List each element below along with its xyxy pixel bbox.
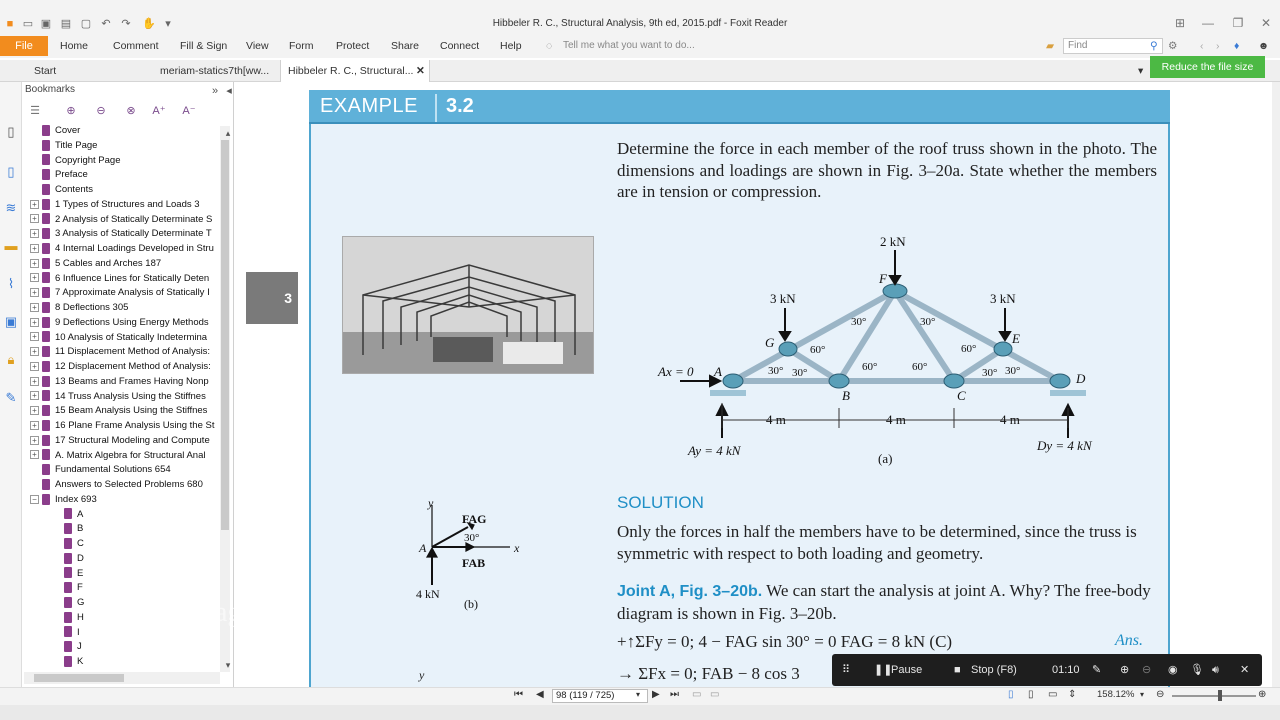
- bookmark-label: Copyright Page: [55, 154, 121, 166]
- bookmark-item[interactable]: [30, 404, 220, 418]
- bookmark-icon: [42, 140, 50, 151]
- bookmark-item[interactable]: [30, 434, 220, 448]
- joint-d-label: D: [1076, 371, 1086, 386]
- bookmark-label: Title Page: [55, 139, 98, 151]
- bookmark-label: Contents: [55, 184, 94, 195]
- zoom-out-button[interactable]: ⊖: [1156, 689, 1165, 700]
- ax-label: Ax = 0: [658, 364, 694, 379]
- stray-y-label: y: [419, 668, 425, 682]
- zoom-slider-thumb[interactable]: [1218, 690, 1222, 701]
- bookmark-label: Index 693: [55, 493, 97, 505]
- tab-start[interactable]: Start: [34, 65, 57, 77]
- document-scrollbar[interactable]: [1272, 82, 1280, 687]
- tab-list-chevron-icon[interactable]: ▾: [1138, 65, 1144, 77]
- joint-a-text: We can start the analysis at joint A. Why? The free-body diagram is shown in Fig. 3–20b.: [617, 581, 1151, 623]
- bookmark-options-icon[interactable]: ☰: [30, 105, 40, 117]
- expand-toggle-icon[interactable]: +: [30, 288, 39, 297]
- customize-toolbar-icon[interactable]: ▾: [165, 18, 171, 30]
- angle-label: 60°: [961, 343, 977, 355]
- zoom-dropdown-icon[interactable]: ▾: [1140, 690, 1145, 699]
- bookmark-icon: [42, 199, 50, 210]
- angle-label: 60°: [862, 361, 878, 373]
- bookmark-item[interactable]: [30, 463, 220, 477]
- expand-toggle-icon[interactable]: [52, 509, 61, 518]
- bookmark-label: K: [77, 656, 84, 667]
- expand-toggle-icon[interactable]: +: [30, 200, 39, 209]
- bookmark-label: 1 Types of Structures and Loads 3: [55, 198, 200, 210]
- bookmark-item[interactable]: [30, 183, 220, 197]
- bookmark-label: 6 Influence Lines for Statically Deten: [55, 272, 210, 284]
- joint-a-label: A: [714, 364, 722, 379]
- bookmark-item[interactable]: [30, 198, 220, 212]
- angle-label: 30°: [851, 316, 867, 328]
- menu-home[interactable]: Home: [60, 40, 89, 52]
- bookmark-item[interactable]: [52, 581, 212, 595]
- expand-toggle-icon[interactable]: +: [30, 273, 39, 282]
- expand-toggle-icon[interactable]: [52, 568, 61, 577]
- reduce-text-icon[interactable]: A⁻: [182, 105, 196, 117]
- bookmark-label: 15 Beam Analysis Using the Stiffnes: [55, 405, 208, 417]
- bookmark-label: 10 Analysis of Statically Indetermina: [55, 331, 208, 343]
- bookmark-icon: [42, 376, 50, 387]
- angle-label: 30°: [1005, 365, 1021, 377]
- bookmark-label: 13 Beams and Frames Having Nonp: [55, 375, 209, 387]
- collapse-bookmark-icon[interactable]: ⊖: [96, 105, 106, 117]
- bookmark-item[interactable]: [30, 345, 220, 359]
- problem-statement: Determine the force in each member of the roof truss shown in the photo. The dimensions and loadings are shown in Fig. 3–20a. State whether the members are in tension or compression.: [617, 139, 1157, 201]
- menu-comment[interactable]: Comment: [113, 40, 159, 52]
- bookmark-icon: [42, 184, 50, 195]
- zoom-level[interactable]: 158.12%: [1097, 689, 1135, 700]
- angle-label: 30°: [982, 367, 998, 379]
- bookmark-label: 12 Displacement Method of Analysis:: [55, 361, 211, 372]
- first-page-icon[interactable]: ⏮: [514, 689, 523, 700]
- bottom-strip: [0, 705, 1280, 720]
- close-recorder-icon[interactable]: ✕: [1240, 664, 1250, 676]
- bookmark-item[interactable]: [30, 390, 220, 404]
- camera-icon[interactable]: ◉: [1168, 664, 1178, 676]
- find-input[interactable]: Find: [1063, 38, 1163, 54]
- example-label: EXAMPLE: [320, 95, 418, 117]
- bookmark-item[interactable]: [52, 655, 212, 669]
- bookmark-item[interactable]: [52, 567, 212, 581]
- gear-icon[interactable]: ⚙: [1168, 40, 1178, 52]
- bookmark-item[interactable]: [30, 375, 220, 389]
- bookmark-item[interactable]: [30, 154, 220, 168]
- bookmark-label: 9 Deflections Using Energy Methods: [55, 316, 209, 328]
- bookmark-icon: [64, 538, 72, 549]
- bookmark-label: Answers to Selected Problems 680: [55, 479, 203, 490]
- expand-toggle-icon[interactable]: [52, 642, 61, 651]
- angle-label: 60°: [912, 361, 928, 373]
- close-tab-icon[interactable]: ✕: [416, 65, 425, 77]
- bookmark-icon: [64, 612, 72, 623]
- bookmark-label: H: [77, 611, 84, 623]
- save-icon[interactable]: ▣: [40, 18, 52, 30]
- bookmark-icon: [42, 479, 50, 490]
- fbd-a-label: A: [419, 541, 427, 555]
- bookmarks-panel-icon[interactable]: ▯: [7, 124, 15, 139]
- bookmark-label: 3 Analysis of Statically Determinate T: [55, 228, 212, 240]
- expand-toggle-icon[interactable]: −: [30, 495, 39, 504]
- menu-fill-sign[interactable]: Fill & Sign: [180, 40, 228, 52]
- expand-toggle-icon[interactable]: [52, 613, 61, 622]
- expand-toggle-icon[interactable]: [30, 480, 39, 489]
- bookmark-label: A: [77, 508, 84, 520]
- joint-c-label: C: [957, 388, 966, 403]
- expand-toggle-icon[interactable]: +: [30, 332, 39, 341]
- solution-heading: SOLUTION: [617, 493, 704, 512]
- expand-toggle-icon[interactable]: +: [30, 303, 39, 312]
- menu-help[interactable]: Help: [500, 40, 522, 52]
- stop-button[interactable]: Stop (F8): [971, 664, 1017, 676]
- open-icon[interactable]: ▭: [22, 18, 34, 30]
- expand-toggle-icon[interactable]: [52, 583, 61, 592]
- menu-form[interactable]: Form: [289, 40, 314, 52]
- bookmark-icon: [42, 302, 50, 313]
- prev-result-icon[interactable]: ‹: [1200, 40, 1204, 52]
- angle-label: 30°: [920, 316, 936, 328]
- microphone-icon[interactable]: 🎙︎: [1190, 664, 1204, 676]
- bookmark-item[interactable]: [30, 301, 220, 315]
- bookmark-icon: [64, 508, 72, 519]
- bookmarks-hscroll-thumb[interactable]: [34, 674, 124, 682]
- tools-panel-icon[interactable]: ✎: [5, 390, 17, 405]
- page-number-field[interactable]: 98 (119 / 725): [552, 689, 648, 703]
- load-g-label: 3 kN: [770, 291, 796, 306]
- expand-toggle-icon[interactable]: [52, 657, 61, 666]
- bookmark-label: Cover: [55, 125, 81, 136]
- undo-icon[interactable]: ↶: [101, 18, 111, 30]
- tab-meriam[interactable]: meriam-statics7th[ww...: [160, 65, 270, 77]
- bookmark-item[interactable]: [52, 640, 212, 654]
- bookmark-icon: [42, 228, 50, 239]
- bookmark-item[interactable]: [30, 419, 220, 433]
- bookmark-label: 7 Approximate Analysis of Statically I: [55, 287, 210, 299]
- expand-toggle-icon[interactable]: [30, 141, 39, 150]
- bookmark-label: Fundamental Solutions 654: [55, 464, 171, 476]
- bookmark-label: I: [77, 626, 80, 638]
- bookmark-item[interactable]: [52, 626, 212, 640]
- maximize-button[interactable]: ❐: [1232, 16, 1244, 30]
- next-page-icon[interactable]: ▶: [652, 689, 660, 700]
- reduce-file-size-button[interactable]: Reduce the file size: [1150, 56, 1265, 78]
- bookmark-icon: [42, 258, 50, 269]
- truss-photo-drawing: [343, 237, 594, 374]
- load-f-label: 2 kN: [880, 234, 906, 249]
- expand-toggle-icon[interactable]: [30, 126, 39, 135]
- enlarge-text-icon[interactable]: A⁺: [152, 105, 166, 117]
- bookmark-item[interactable]: [30, 449, 220, 463]
- bookmarks-scroll-thumb[interactable]: [221, 140, 229, 530]
- zoom-out-icon[interactable]: ⊖: [1142, 664, 1152, 676]
- pages-panel-icon[interactable]: ▯: [7, 164, 15, 179]
- zoom-slider[interactable]: [1172, 695, 1256, 697]
- bookmark-icon: [42, 390, 50, 401]
- fbd-x-label: x: [514, 541, 520, 555]
- bookmark-item[interactable]: [52, 596, 212, 610]
- expand-toggle-icon[interactable]: [30, 170, 39, 179]
- bell-icon[interactable]: ♦: [1234, 40, 1240, 52]
- bookmark-label: 4 Internal Loadings Developed in Stru: [55, 243, 214, 254]
- bookmark-label: 5 Cables and Arches 187: [55, 257, 162, 269]
- angle-label: 60°: [810, 344, 826, 356]
- bookmarks-header: Bookmarks: [25, 84, 76, 95]
- expand-toggle-icon[interactable]: +: [30, 421, 39, 430]
- prev-page-icon[interactable]: ◀: [536, 689, 544, 700]
- bookmark-icon: [42, 405, 50, 416]
- bookmark-label: G: [77, 597, 85, 608]
- pause-button[interactable]: Pause: [891, 664, 923, 676]
- example-header: [309, 90, 1170, 124]
- fbd-angle-label: 30°: [464, 532, 480, 544]
- expand-toggle-icon[interactable]: [52, 598, 61, 607]
- bookmark-icon: [42, 154, 50, 165]
- layers-panel-icon[interactable]: ≋: [5, 200, 17, 215]
- print-icon[interactable]: ▤: [60, 18, 72, 30]
- expand-toggle-icon[interactable]: [52, 554, 61, 563]
- bookmark-icon: [42, 449, 50, 460]
- caption-a: (a): [878, 451, 893, 466]
- load-e-label: 3 kN: [990, 291, 1016, 306]
- zoom-in-button[interactable]: ⊕: [1258, 689, 1267, 700]
- fit-icon[interactable]: ⇕: [1068, 689, 1077, 700]
- expand-toggle-icon[interactable]: +: [30, 318, 39, 327]
- redo-icon[interactable]: ↷: [121, 18, 131, 30]
- zoom-in-icon[interactable]: ⊕: [1120, 664, 1130, 676]
- layout-icon[interactable]: ⊞: [1174, 16, 1186, 30]
- span1-label: 4 m: [766, 412, 786, 427]
- scroll-up-icon[interactable]: ▴: [225, 128, 231, 138]
- ay-label: Ay = 4 kN: [688, 443, 741, 458]
- bookmark-item[interactable]: [30, 257, 220, 271]
- menu-share[interactable]: Share: [391, 40, 420, 52]
- bookmark-icon: [64, 626, 72, 637]
- dy-label: Dy = 4 kN: [1037, 438, 1092, 453]
- bookmark-icon: [42, 272, 50, 283]
- angle-label: 30°: [792, 367, 808, 379]
- span2-label: 4 m: [886, 412, 906, 427]
- bookmark-label: F: [77, 582, 83, 594]
- bookmark-icon: [42, 494, 50, 505]
- hand-tool-icon[interactable]: ✋: [142, 18, 156, 30]
- comments-panel-icon[interactable]: ▬: [4, 238, 18, 253]
- stop-icon[interactable]: ■: [954, 664, 961, 676]
- user-icon[interactable]: ☻: [1258, 40, 1270, 52]
- expand-toggle-icon[interactable]: +: [30, 450, 39, 459]
- solution-text: Only the forces in half the members have to be determined, since the truss is symmetric with respect to both loading and geometry.: [617, 522, 1137, 563]
- expand-toggle-icon[interactable]: [52, 524, 61, 533]
- title-bar: [0, 0, 1280, 36]
- menu-protect[interactable]: Protect: [336, 40, 370, 52]
- next-view-icon[interactable]: ▭: [710, 689, 720, 700]
- search-icon[interactable]: ⚲: [1150, 40, 1158, 52]
- bookmark-label: 17 Structural Modeling and Compute: [55, 434, 210, 446]
- last-page-icon[interactable]: ⏭: [670, 689, 679, 700]
- bookmark-icon: [64, 597, 72, 608]
- single-page-icon[interactable]: ▯: [1008, 689, 1014, 700]
- bookmark-label: B: [77, 523, 84, 535]
- bookmark-label: 14 Truss Analysis Using the Stiffnes: [55, 390, 206, 402]
- bookmark-icon: [42, 243, 50, 254]
- overlay-fragment: ag the: [215, 597, 283, 628]
- bookmark-label: 11 Displacement Method of Analysis:: [55, 346, 211, 358]
- continuous-icon[interactable]: ▯: [1028, 689, 1034, 700]
- bookmark-label: E: [77, 567, 84, 579]
- joint-a-heading: Joint A, Fig. 3–20b.: [617, 583, 763, 600]
- bookmark-label: C: [77, 538, 84, 549]
- facing-icon[interactable]: ▭: [1048, 689, 1058, 700]
- tab-hibbeler[interactable]: [280, 60, 430, 82]
- recording-time: 01:10: [1052, 664, 1080, 676]
- menu-connect[interactable]: Connect: [440, 40, 480, 52]
- tab-hibbeler-label: Hibbeler R. C., Structural...: [288, 65, 414, 77]
- page-dropdown-icon[interactable]: ▾: [636, 690, 641, 699]
- bookmark-icon: [42, 464, 50, 475]
- speaker-icon[interactable]: 🔊︎: [1212, 664, 1219, 676]
- bookmark-icon: [42, 346, 50, 357]
- close-window-button[interactable]: ✕: [1260, 16, 1272, 30]
- panel-collapse-icon[interactable]: ◂: [226, 85, 232, 97]
- expand-toggle-icon[interactable]: +: [30, 391, 39, 400]
- lightbulb-icon: ◌: [546, 40, 553, 52]
- expand-toggle-icon[interactable]: +: [30, 347, 39, 356]
- joint-f-label: F: [879, 271, 887, 286]
- bookmark-icon: [64, 567, 72, 578]
- expand-toggle-icon[interactable]: +: [30, 259, 39, 268]
- pen-icon[interactable]: ✎: [1092, 664, 1102, 676]
- minimize-button[interactable]: —: [1202, 16, 1214, 30]
- bookmark-icon: [42, 213, 50, 224]
- angle-label: 30°: [768, 365, 784, 377]
- bookmark-item[interactable]: [30, 272, 220, 286]
- joint-b-label: B: [842, 388, 850, 403]
- truss-photo: [342, 236, 594, 374]
- expand-toggle-icon[interactable]: [30, 185, 39, 194]
- app-logo-icon: ■: [6, 18, 14, 30]
- security-panel-icon[interactable]: 🔒︎: [7, 352, 15, 367]
- example-divider: [435, 94, 437, 122]
- expand-toggle-icon[interactable]: +: [30, 436, 39, 445]
- next-result-icon[interactable]: ›: [1216, 40, 1220, 52]
- window-title: Hibbeler R. C., Structural Analysis, 9th ed, 2015.pdf - Foxit Reader: [492, 18, 788, 29]
- expand-toggle-icon[interactable]: [30, 465, 39, 474]
- attachments-panel-icon[interactable]: ⌇: [7, 276, 15, 291]
- expand-toggle-icon[interactable]: +: [30, 362, 39, 371]
- bookmark-item[interactable]: [30, 168, 220, 182]
- expand-toggle-icon[interactable]: +: [30, 214, 39, 223]
- pause-icon[interactable]: ❚❚: [874, 664, 893, 676]
- bookmark-label: 8 Deflections 305: [55, 302, 129, 313]
- expand-toggle-icon[interactable]: +: [30, 244, 39, 253]
- bookmark-icon: [42, 169, 50, 180]
- expand-toggle-icon[interactable]: [30, 155, 39, 164]
- previous-view-icon[interactable]: ▭: [692, 689, 702, 700]
- bookmark-label: 16 Plane Frame Analysis Using the St: [55, 420, 215, 431]
- properties-icon[interactable]: ▢: [80, 18, 92, 30]
- bookmark-item[interactable]: [52, 537, 212, 551]
- expand-toggle-icon[interactable]: +: [30, 406, 39, 415]
- bookmark-item[interactable]: [52, 552, 212, 566]
- expand-toggle-icon[interactable]: [52, 627, 61, 636]
- bookmark-item[interactable]: [30, 242, 220, 256]
- bookmark-item[interactable]: [30, 478, 220, 492]
- chapter-tab: 3: [246, 272, 298, 324]
- menu-view[interactable]: View: [246, 40, 269, 52]
- add-bookmark-icon[interactable]: ⊗: [126, 105, 136, 117]
- bookmark-icon: [42, 361, 50, 372]
- bookmark-icon: [64, 641, 72, 652]
- caption-b: (b): [464, 597, 478, 611]
- tell-me-field[interactable]: Tell me what you want to do...: [563, 40, 695, 51]
- bookmark-item[interactable]: [30, 316, 220, 330]
- equation-2: → ΣFx = 0; FAB − 8 cos 3: [617, 664, 800, 683]
- bookmark-icon: [64, 523, 72, 534]
- joint-e-label: E: [1012, 331, 1020, 346]
- expand-bookmark-icon[interactable]: ⊕: [66, 105, 76, 117]
- expand-toggle-icon[interactable]: [52, 539, 61, 548]
- bookmark-item[interactable]: [30, 213, 220, 227]
- bookmark-icon: [64, 656, 72, 667]
- file-menu-button[interactable]: File: [0, 36, 48, 56]
- panel-expand-icon[interactable]: »: [211, 85, 219, 97]
- bookmark-icon: [42, 435, 50, 446]
- fbd-fab-label: FAB: [462, 556, 486, 570]
- bookmark-item[interactable]: [52, 611, 212, 625]
- bookmark-item[interactable]: [30, 227, 220, 241]
- joint-a-paragraph: [617, 580, 1157, 624]
- bookmark-label: J: [77, 641, 82, 653]
- bookmark-label: 2 Analysis of Statically Determinate S: [55, 213, 213, 225]
- bookmark-item[interactable]: [30, 493, 220, 507]
- drag-handle-icon[interactable]: ⠿: [842, 664, 851, 676]
- bookmark-item[interactable]: [52, 522, 212, 536]
- bookmark-item[interactable]: [30, 360, 220, 374]
- bookmark-icon: [64, 582, 72, 593]
- bookmark-label: D: [77, 552, 84, 564]
- bookmark-label: A. Matrix Algebra for Structural Anal: [55, 449, 206, 461]
- bookmark-icon: [42, 125, 50, 136]
- bookmark-item[interactable]: [30, 286, 220, 300]
- folder-icon[interactable]: ▰: [1046, 40, 1055, 52]
- bookmark-item[interactable]: [52, 508, 212, 522]
- expand-toggle-icon[interactable]: +: [30, 229, 39, 238]
- expand-toggle-icon[interactable]: +: [30, 377, 39, 386]
- fbd-y-label: y: [428, 496, 434, 510]
- bookmark-icon: [64, 553, 72, 564]
- bookmark-item[interactable]: [30, 331, 220, 345]
- joint-g-label: G: [765, 335, 775, 350]
- free-body-diagram: [410, 495, 540, 615]
- signatures-panel-icon[interactable]: ▣: [4, 314, 18, 329]
- equation-1: +↑ΣFy = 0; 4 − FAG sin 30° = 0 FAG = 8 kN (C): [617, 632, 953, 651]
- bookmark-icon: [42, 420, 50, 431]
- answer-label: Ans.: [1115, 632, 1143, 649]
- fbd-fag-label: FAG: [462, 512, 487, 526]
- bookmark-icon: [42, 317, 50, 328]
- bookmark-icon: [42, 287, 50, 298]
- scroll-down-icon[interactable]: ▾: [225, 660, 231, 670]
- fbd-load-label: 4 kN: [416, 587, 440, 601]
- bookmark-icon: [42, 331, 50, 342]
- span3-label: 4 m: [1000, 412, 1020, 427]
- truss-figure: [640, 228, 1120, 478]
- bookmark-label: Preface: [55, 169, 88, 181]
- example-number: 3.2: [446, 95, 474, 117]
- bookmark-item[interactable]: [30, 124, 220, 138]
- bookmark-item[interactable]: [30, 139, 220, 153]
